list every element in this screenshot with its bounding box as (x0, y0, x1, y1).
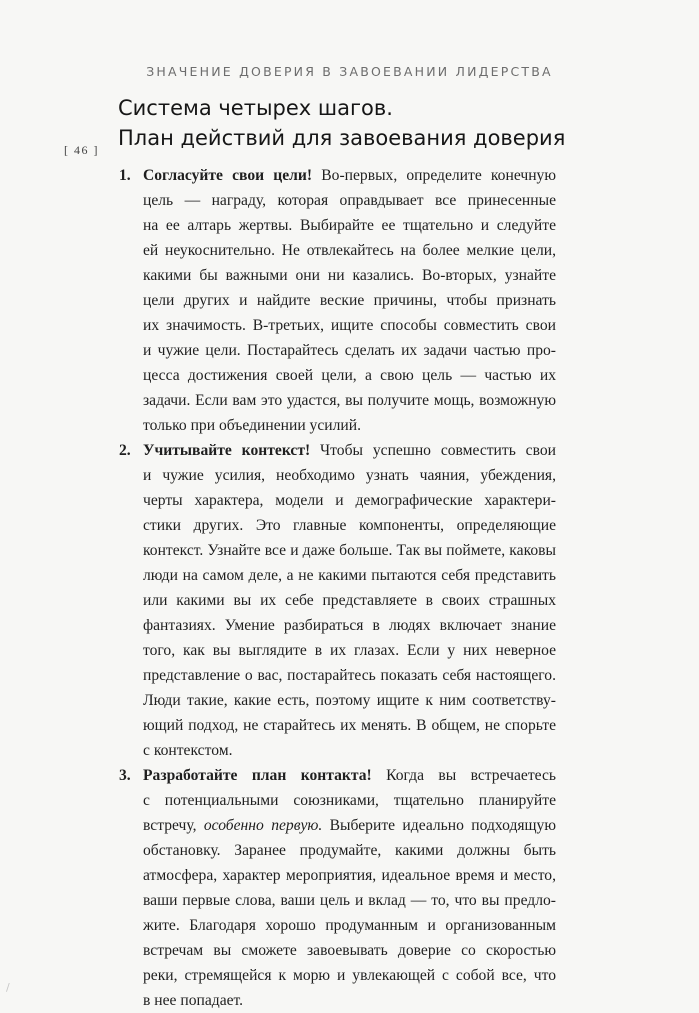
text-line: ваши первые слова, ваши цель и вклад — то, что вы предло- (143, 892, 556, 909)
text-line: контекст. Узнайте все и даже больше. Так вы поймете, каковы (143, 542, 556, 559)
section-title-line-1: Система четырех шагов. (118, 96, 393, 120)
running-title: ЗНАЧЕНИЕ ДОВЕРИЯ В ЗАВОЕВАНИИ ЛИДЕРСТВА (146, 64, 553, 79)
step-lead: Учитывайте контекст! (143, 442, 311, 459)
text-line: встречам вы сможете завоевывать доверие со скоростью (143, 942, 556, 959)
text-line: Согласуйте свои цели! Во-первых, определите конечную (143, 167, 556, 184)
section-title-line-2: План действий для завоевания доверия (118, 126, 566, 150)
text-line: ей неукоснительно. Не отвлекайтесь на более мелкие цели, (143, 242, 556, 259)
text-line: только при объединении усилий. (143, 417, 361, 434)
page-number: [ 46 ] (64, 143, 99, 157)
text-line: цель — награду, которая оправдывает все принесенные (143, 192, 556, 209)
text-line: с потенциальными союзниками, тщательно планируйте (143, 792, 556, 809)
corner-mark: / (6, 981, 10, 994)
text-line: реки, стремящейся к морю и увлекающей с собой все, что (143, 967, 556, 984)
text-line: ющий подход, не старайтесь их менять. В общем, не спорьте (143, 717, 556, 734)
text-line: встречу, особенно первую. Выберите идеально подходящую (143, 817, 557, 834)
text-line: задачи. Если вам это удастся, вы получите мощь, возможную (143, 392, 556, 409)
text-line: или какими вы их себе представляете в своих страшных (143, 592, 556, 609)
text-line: жите. Благодаря хорошо продуманным и организованным (143, 917, 556, 934)
text-line: атмосфера, характер мероприятия, идеальное время и место, (143, 867, 556, 884)
step-number: 2. (119, 442, 131, 459)
text-line: Люди такие, какие есть, поэтому ищите к ним соответству- (143, 692, 556, 709)
step-lead: Разработайте план контакта! (143, 767, 372, 784)
text-line: цесса достижения своей цели, а свою цель — частью их (143, 367, 556, 384)
text-line: и чужие усилия, необходимо узнать чаяния, убеждения, (143, 467, 556, 484)
text-line: того, как вы выглядите в их глазах. Если у них неверное (143, 642, 556, 659)
text-line: люди на самом деле, а не какими пытаются себя представить (143, 567, 556, 584)
text-line: представление о вас, постарайтесь показать себя настоящего. (143, 667, 556, 684)
text-line: на ее алтарь жертвы. Выбирайте ее тщательно и следуйте (143, 217, 556, 234)
section-title (118, 93, 678, 153)
step-number: 3. (119, 767, 131, 784)
step-item (119, 763, 557, 1013)
text-line: обстановку. Заранее продумайте, какими должны быть (143, 842, 556, 859)
text-line: Учитывайте контекст! Чтобы успешно совместить свои (143, 442, 556, 459)
text-line: и чужие цели. Постарайтесь сделать их задачи частью про- (143, 342, 556, 359)
step-lead: Согласуйте свои цели! (143, 167, 313, 184)
text-line: черты характера, модели и демографические характери- (143, 492, 556, 509)
text-line: стики других. Это главные компоненты, определяющие (143, 517, 556, 534)
steps-list (119, 163, 557, 1013)
step-item (119, 163, 556, 438)
text-line: фантазиях. Умение разбираться в людях включает знание (143, 617, 556, 634)
step-number: 1. (119, 167, 131, 184)
text-line: цели других и найдите веские причины, чтобы признать (143, 292, 556, 309)
step-item (119, 438, 556, 763)
text-line: в нее попадает. (143, 992, 244, 1009)
text-line: Разработайте план контакта! Когда вы встречаетесь (143, 767, 556, 784)
text-line: какими бы важными они ни казались. Во-вторых, узнайте (143, 267, 556, 284)
text-line: их значимость. В-третьих, ищите способы совместить свои (143, 317, 556, 334)
emphasis-text: особенно первую. (203, 817, 323, 834)
text-line: с контекстом. (143, 742, 233, 759)
